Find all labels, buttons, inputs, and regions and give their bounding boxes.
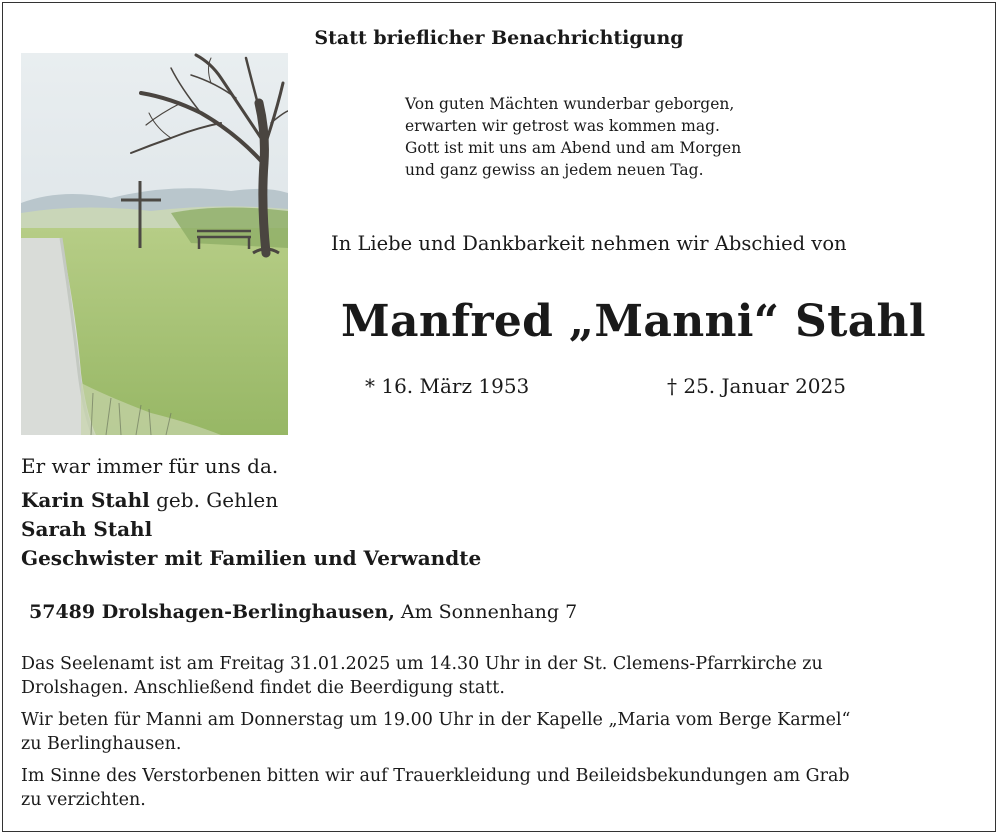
address-city: 57489 Drolshagen-Berlinghausen, <box>29 601 395 623</box>
tagline: Er war immer für uns da. <box>21 454 279 478</box>
mourner-karin <box>21 488 278 512</box>
address <box>29 601 577 623</box>
farewell-intro: In Liebe und Dankbarkeit nehmen wir Abschied von <box>331 232 847 255</box>
poem-line: erwarten wir getrost was kommen mag. <box>405 117 720 135</box>
funeral-mass-info <box>21 652 823 700</box>
mourner-relatives: Geschwister mit Familien und Verwandte <box>21 546 482 570</box>
poem <box>405 93 741 181</box>
poem-line: Gott ist mit uns am Abend und am Morgen <box>405 139 742 157</box>
mourner-sarah: Sarah Stahl <box>21 517 153 541</box>
mourner-name: Karin Stahl <box>21 488 150 512</box>
death-date: † 25. Januar 2025 <box>667 374 846 398</box>
poem-line: Von guten Mächten wunderbar geborgen, <box>405 95 735 113</box>
deceased-name: Manfred „Manni“ Stahl <box>341 296 926 347</box>
landscape-painting-image <box>21 53 288 435</box>
address-street: Am Sonnenhang 7 <box>400 601 578 623</box>
paragraph-line: Wir beten für Manni am Donnerstag um 19.00 Uhr in der Kapelle „Maria vom Berge Karmel“ <box>21 710 851 730</box>
paragraph-line: zu Berlinghausen. <box>21 734 182 754</box>
paragraph-line: Im Sinne des Verstorbenen bitten wir auf Trauerkleidung und Beileidsbekundungen am Grab <box>21 766 850 786</box>
poem-line: und ganz gewiss an jedem neuen Tag. <box>405 161 704 179</box>
obituary-notice <box>2 2 996 832</box>
birth-date: * 16. März 1953 <box>365 374 530 398</box>
prayer-info <box>21 708 851 756</box>
paragraph-line: zu verzichten. <box>21 790 146 810</box>
paragraph-line: Drolshagen. Anschließend findet die Beerdigung statt. <box>21 678 505 698</box>
mourning-wishes <box>21 764 850 812</box>
maiden-name: geb. Gehlen <box>156 488 279 512</box>
notice-header: Statt brieflicher Benachrichtigung <box>314 27 684 49</box>
paragraph-line: Das Seelenamt ist am Freitag 31.01.2025 um 14.30 Uhr in der St. Clemens-Pfarrkirche zu <box>21 654 823 674</box>
